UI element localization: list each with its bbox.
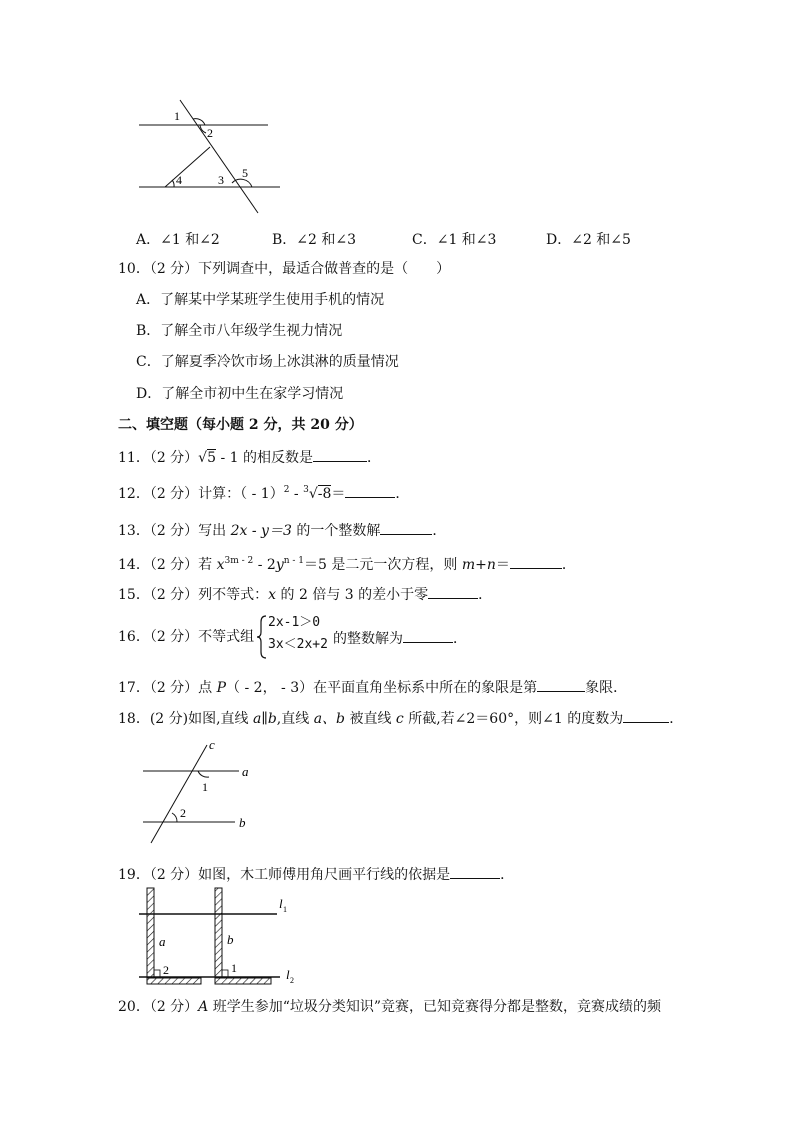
q19-label-l2: l bbox=[286, 967, 290, 982]
q16-prefix: 16．（2 分）不等式组 bbox=[118, 629, 255, 645]
section-title: 二、填空题（每小题 2 分，共 20 分） bbox=[118, 417, 363, 433]
q20-text: 班学生参加“垃圾分类知识”竞赛，已知竞赛得分都是整数，竞赛成绩的频 bbox=[208, 999, 662, 1015]
q10-option-d: D．了解全市初中生在家学习情况 bbox=[136, 386, 344, 402]
q12-prefix: 12．（2 分）计算：（ - 1） bbox=[118, 486, 284, 502]
q19-stem: 19．（2 分）如图，木工师傅用角尺画平行线的依据是 bbox=[118, 867, 451, 883]
q17-answer-blank[interactable] bbox=[537, 677, 585, 692]
q11-text: - 1 的相反数是 bbox=[216, 450, 314, 466]
q11 bbox=[118, 447, 381, 467]
q15-end: ． bbox=[478, 587, 493, 603]
q10-option-a: A．了解某中学某班学生使用手机的情况 bbox=[136, 292, 385, 308]
q9-label-2: 2 bbox=[207, 126, 213, 140]
q12 bbox=[118, 481, 409, 503]
q15-x: x bbox=[268, 587, 277, 603]
q19-label-l1: l bbox=[279, 896, 283, 911]
q20-prefix: 20．（2 分） bbox=[118, 999, 199, 1015]
q18-end: ． bbox=[669, 711, 684, 727]
q16-answer-blank[interactable] bbox=[403, 628, 453, 643]
q10-option-b: B．了解全市八年级学生视力情况 bbox=[136, 323, 343, 339]
q18-a: a bbox=[253, 711, 262, 727]
q15-prefix: 15．（2 分）列不等式： bbox=[118, 587, 269, 603]
q18-figure bbox=[135, 735, 265, 847]
q16-rest bbox=[333, 628, 467, 648]
q12-answer-blank[interactable] bbox=[345, 483, 395, 498]
q18-label-c: c bbox=[209, 737, 215, 752]
q17-end: 象限． bbox=[585, 680, 628, 696]
q14-answer-blank[interactable] bbox=[510, 554, 562, 569]
q9-option-a: A．∠1 和∠2 bbox=[136, 232, 220, 248]
q11-radicand: 5 bbox=[207, 450, 217, 466]
q9-option-c: C．∠1 和∠3 bbox=[412, 232, 497, 248]
q13-text: 的一个整数解 bbox=[291, 523, 381, 539]
q19-end: ． bbox=[500, 867, 515, 883]
q19-figure bbox=[135, 886, 305, 990]
q18-ab: a、b bbox=[313, 711, 346, 727]
q19-label-a: a bbox=[159, 934, 166, 949]
q9-label-5: 5 bbox=[242, 166, 248, 180]
q18-text1: 18．(2 分)如图,直线 bbox=[118, 711, 253, 727]
q11-answer-blank[interactable] bbox=[313, 447, 367, 462]
q15 bbox=[118, 584, 492, 604]
q14-y-exp: n - 1 bbox=[283, 556, 305, 566]
q10-option-c: C．了解夏季冷饮市场上冰淇淋的质量情况 bbox=[136, 354, 399, 370]
q17 bbox=[118, 677, 627, 697]
q18 bbox=[118, 708, 683, 728]
q13-answer-blank[interactable] bbox=[380, 520, 432, 535]
q13-end: ． bbox=[432, 523, 447, 539]
q15-text: 的 2 倍与 3 的差小于零 bbox=[276, 587, 429, 603]
q18-text2: ,直线 bbox=[276, 711, 314, 727]
q17-coords: （ - 2， - 3）在平面直角坐标系中所在的象限是第 bbox=[226, 680, 538, 696]
q11-prefix: 11．（2 分） bbox=[118, 450, 199, 466]
q19-label-l1-sub: 1 bbox=[283, 905, 287, 914]
q12-end: ． bbox=[395, 486, 410, 502]
q12-radicand: -8 bbox=[317, 486, 332, 502]
q19-label-b: b bbox=[227, 932, 234, 947]
q18-text4: 所截,若∠2＝60°，则∠1 的度数为 bbox=[403, 711, 624, 727]
q15-answer-blank[interactable] bbox=[428, 584, 478, 599]
q18-b: b bbox=[267, 711, 277, 727]
q9-option-b: B．∠2 和∠3 bbox=[272, 232, 357, 248]
q18-answer-blank[interactable] bbox=[623, 708, 669, 723]
q18-par: ∥ bbox=[261, 711, 268, 727]
sqrt-sign: √ bbox=[198, 450, 208, 466]
sqrt-sign: √ bbox=[308, 486, 318, 502]
q16-system bbox=[268, 612, 328, 656]
q19-label-1: 1 bbox=[231, 961, 237, 975]
q9-label-3: 3 bbox=[218, 173, 224, 187]
q9-label-1: 1 bbox=[174, 109, 180, 123]
q18-text3: 被直线 bbox=[345, 711, 396, 727]
q16-end: ． bbox=[453, 631, 467, 647]
q14-x: x bbox=[216, 557, 225, 573]
q19-label-2: 2 bbox=[163, 963, 169, 977]
q18-label-b: b bbox=[239, 815, 246, 830]
q14-eq: ＝ bbox=[495, 557, 510, 573]
q16-line1: 2x-1＞0 bbox=[268, 615, 321, 630]
q14-y: y bbox=[275, 557, 284, 573]
q14-text: ＝5 是二元一次方程，则 bbox=[304, 557, 462, 573]
q14-var: m+n bbox=[461, 557, 496, 573]
q17-prefix: 17．（2 分）点 bbox=[118, 680, 217, 696]
q12-root-index: 3 bbox=[303, 485, 309, 495]
q19-label-l2-sub: 2 bbox=[290, 976, 294, 985]
q12-eq: ＝ bbox=[331, 486, 346, 502]
q16-line2: 3x＜2x+2 bbox=[268, 637, 328, 652]
q13-prefix: 13．（2 分）写出 bbox=[118, 523, 231, 539]
q12-exp: 2 bbox=[283, 485, 290, 495]
q14-x-exp: 3m - 2 bbox=[224, 556, 254, 566]
q9-option-d: D．∠2 和∠5 bbox=[546, 232, 631, 248]
q14-prefix: 14．（2 分）若 bbox=[118, 557, 217, 573]
q13 bbox=[118, 520, 446, 540]
q11-end: ． bbox=[367, 450, 382, 466]
q20-A: A bbox=[198, 999, 209, 1015]
q13-expr: 2x - y＝3 bbox=[230, 523, 292, 539]
q18-label-1: 1 bbox=[202, 780, 208, 794]
q14 bbox=[118, 552, 576, 574]
q18-c: c bbox=[395, 711, 404, 727]
q20 bbox=[118, 998, 661, 1016]
q19-answer-blank[interactable] bbox=[450, 864, 500, 879]
q14-end: ． bbox=[561, 557, 576, 573]
q9-label-4: 4 bbox=[176, 173, 182, 187]
q10-stem: 10．（2 分）下列调查中，最适合做普查的是（ ） bbox=[118, 261, 451, 277]
q18-label-a: a bbox=[242, 764, 249, 779]
q12-mid: - bbox=[289, 486, 304, 502]
q17-P: P bbox=[216, 680, 227, 696]
q16-brace bbox=[256, 614, 268, 660]
q19 bbox=[118, 864, 514, 884]
q14-mid: - 2 bbox=[253, 557, 276, 573]
q9-figure bbox=[130, 95, 290, 220]
q16-text: 的整数解为 bbox=[333, 631, 403, 647]
q18-label-2: 2 bbox=[180, 806, 186, 820]
